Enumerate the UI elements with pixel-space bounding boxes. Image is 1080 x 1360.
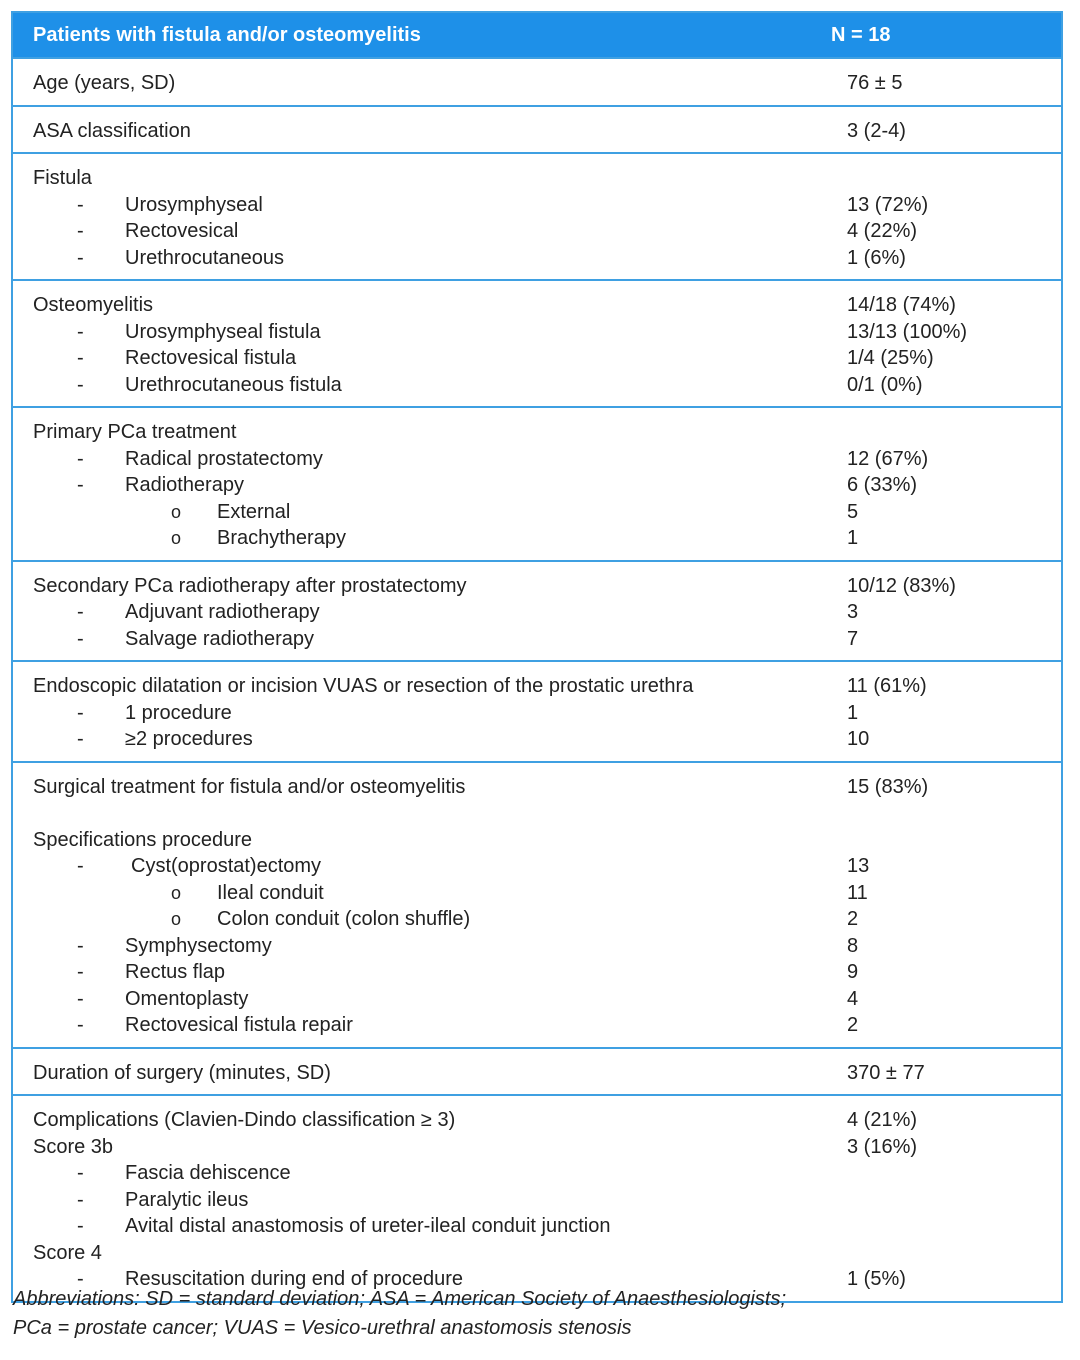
row-label: Fascia dehiscence: [125, 1162, 291, 1184]
row-label: Score 4: [33, 1241, 102, 1264]
table-line: [13, 218, 1061, 245]
row-label: Endoscopic dilatation or incision VUAS or resection of the prostatic urethra: [33, 675, 694, 697]
row-value: 0/1 (0%): [847, 373, 923, 396]
dash-bullet-marker: -: [77, 1268, 84, 1290]
row-value: 7: [847, 627, 859, 650]
row-value: 8: [847, 934, 859, 957]
spacer: [13, 800, 1061, 827]
table-line: [13, 292, 1061, 319]
table-line: [13, 1213, 1061, 1240]
row-value: 12 (67%): [847, 447, 929, 470]
row-label: Rectovesical fistula repair: [125, 1014, 353, 1036]
dash-bullet-marker: -: [77, 1014, 84, 1036]
row-value: 11 (61%): [847, 675, 927, 697]
row-label: Avital distal anastomosis of ureter-ileal conduit junction: [125, 1215, 611, 1237]
row-label: Colon conduit (colon shuffle): [217, 908, 471, 930]
table-line: [13, 1134, 1061, 1161]
table-line: [13, 599, 1061, 626]
row-value: 1: [847, 527, 859, 549]
row-label: Brachytherapy: [217, 527, 346, 549]
row-label: Ileal conduit: [217, 881, 324, 904]
table-line: [13, 525, 1061, 552]
table-line: [13, 1060, 1061, 1087]
dash-bullet-marker: -: [77, 855, 84, 877]
table-line: [13, 1160, 1061, 1187]
row-value: 4: [847, 987, 859, 1010]
row-value: 4 (21%): [847, 1109, 918, 1131]
row-value: 6 (33%): [847, 474, 918, 496]
table-line: [13, 673, 1061, 700]
header-label: Patients with fistula and/or osteomyelitis: [33, 23, 421, 46]
table-line: [13, 192, 1061, 219]
row-value: 2: [847, 1014, 859, 1036]
row-label: Resuscitation during end of procedure: [125, 1268, 463, 1290]
row-label: Surgical treatment for fistula and/or osteomyelitis: [33, 775, 466, 798]
table-line: [13, 345, 1061, 372]
table-line: [13, 573, 1061, 600]
dash-bullet-marker: -: [77, 987, 84, 1010]
dash-bullet-marker: -: [77, 728, 84, 750]
row-value: 15 (83%): [847, 775, 929, 798]
table-line: [13, 700, 1061, 727]
row-label: Fistula: [33, 167, 92, 189]
table-line: [13, 774, 1061, 801]
table-row: [13, 763, 1061, 1049]
dash-bullet-marker: -: [77, 934, 84, 957]
table-row: [13, 281, 1061, 408]
row-value: 370 ± 77: [847, 1061, 925, 1084]
table-line: [13, 372, 1061, 399]
dash-bullet-marker: -: [77, 601, 84, 623]
dash-bullet-marker: -: [77, 193, 84, 216]
row-label: Specifications procedure: [33, 828, 253, 851]
row-label: Omentoplasty: [125, 987, 249, 1010]
table-line: [13, 419, 1061, 446]
row-label: 1 procedure: [125, 701, 232, 724]
table-row: [13, 662, 1061, 763]
row-label: Salvage radiotherapy: [125, 627, 315, 650]
circle-bullet-marker: o: [171, 528, 182, 548]
row-label: Rectovesical fistula: [125, 347, 297, 369]
row-value: 1/4 (25%): [847, 347, 934, 369]
row-label: Urosymphyseal fistula: [125, 320, 321, 343]
footnote-line-2: PCa = prostate cancer; VUAS = Vesico-urethral anastomosis stenosis: [13, 1317, 632, 1339]
table-line: [13, 853, 1061, 880]
row-value: 4 (22%): [847, 220, 918, 242]
row-label: Age (years, SD): [33, 72, 176, 94]
row-value: 13 (72%): [847, 193, 929, 216]
table-line: [13, 165, 1061, 192]
footnote: [13, 1285, 1063, 1343]
row-label: Radiotherapy: [125, 474, 244, 496]
table-line: [13, 245, 1061, 272]
table-line: [13, 446, 1061, 473]
table-line: [13, 933, 1061, 960]
row-label: Symphysectomy: [125, 934, 272, 957]
dash-bullet-marker: -: [77, 701, 84, 724]
dash-bullet-marker: -: [77, 1188, 84, 1211]
table-line: [13, 986, 1061, 1013]
row-value: 3: [847, 601, 859, 623]
table-line: [13, 726, 1061, 753]
table-line: [13, 959, 1061, 986]
row-value: 13/13 (100%): [847, 320, 968, 343]
dash-bullet-marker: -: [77, 627, 84, 650]
table-line: [13, 827, 1061, 854]
table-line: [13, 319, 1061, 346]
patient-characteristics-table: [11, 11, 1063, 1303]
table-line: [13, 1187, 1061, 1214]
dash-bullet-marker: -: [77, 320, 84, 343]
row-label: Urethrocutaneous: [125, 246, 284, 269]
table-row: [13, 562, 1061, 663]
row-label: Rectovesical: [125, 220, 239, 242]
row-value: 3 (2-4): [847, 119, 906, 142]
table-line: [13, 499, 1061, 526]
dash-bullet-marker: -: [77, 347, 84, 369]
row-label: Complications (Clavien-Dindo classification ≥ 3): [33, 1109, 456, 1131]
table-line: [13, 118, 1061, 145]
row-label: Duration of surgery (minutes, SD): [33, 1061, 331, 1084]
circle-bullet-marker: o: [171, 909, 182, 929]
table-line: [13, 1107, 1061, 1134]
row-label: External: [217, 500, 291, 523]
table-line: [13, 472, 1061, 499]
row-value: 2: [847, 908, 859, 930]
circle-bullet-marker: o: [171, 882, 182, 903]
row-value: 3 (16%): [847, 1135, 918, 1158]
row-label: Urosymphyseal: [125, 193, 263, 216]
row-label: ≥2 procedures: [125, 728, 253, 750]
row-label: Secondary PCa radiotherapy after prostatectomy: [33, 574, 467, 597]
row-label: Primary PCa treatment: [33, 421, 237, 443]
dash-bullet-marker: -: [77, 961, 84, 983]
table-row: [13, 59, 1061, 107]
row-value: 10/12 (83%): [847, 574, 956, 597]
dash-bullet-marker: -: [77, 220, 84, 242]
row-label: Urethrocutaneous fistula: [125, 373, 342, 396]
dash-bullet-marker: -: [77, 1215, 84, 1237]
row-label: Cyst(oprostat)ectomy: [131, 855, 322, 877]
table-row: [13, 154, 1061, 281]
row-label: ASA classification: [33, 119, 191, 142]
row-value: 9: [847, 961, 859, 983]
table-body: [13, 59, 1061, 1301]
table-row: [13, 1049, 1061, 1097]
row-value: 11: [847, 881, 868, 904]
row-label: Osteomyelitis: [33, 294, 154, 316]
table-line: [13, 70, 1061, 97]
table-line: [13, 1240, 1061, 1267]
row-value: 13: [847, 855, 870, 877]
row-label: Score 3b: [33, 1135, 114, 1158]
footnote-line-1: Abbreviations: SD = standard deviation; ASA = American Society of Anaesthesiologists;: [13, 1288, 787, 1310]
row-value: 1 (6%): [847, 246, 906, 269]
circle-bullet-marker: o: [171, 501, 182, 522]
row-value: 14/18 (74%): [847, 294, 956, 316]
table-row: [13, 408, 1061, 562]
table-line: [13, 906, 1061, 933]
row-value: 1: [847, 701, 859, 724]
dash-bullet-marker: -: [77, 447, 84, 470]
row-value: 1 (5%): [847, 1268, 906, 1290]
row-label: Paralytic ileus: [125, 1188, 249, 1211]
row-value: 76 ± 5: [847, 72, 903, 94]
table-line: [13, 1012, 1061, 1039]
table-line: [13, 626, 1061, 653]
row-label: Rectus flap: [125, 961, 226, 983]
table-line: [13, 880, 1061, 907]
row-label: Adjuvant radiotherapy: [125, 601, 320, 623]
dash-bullet-marker: -: [77, 474, 84, 496]
table-header-row: [13, 13, 1061, 59]
row-value: 10: [847, 728, 870, 750]
header-count: N = 18: [831, 23, 891, 46]
dash-bullet-marker: -: [77, 246, 84, 269]
row-value: 5: [847, 500, 859, 523]
table-row: [13, 107, 1061, 155]
row-label: Radical prostatectomy: [125, 447, 323, 470]
table-row: [13, 1096, 1061, 1301]
dash-bullet-marker: -: [77, 1162, 84, 1184]
dash-bullet-marker: -: [77, 373, 84, 396]
